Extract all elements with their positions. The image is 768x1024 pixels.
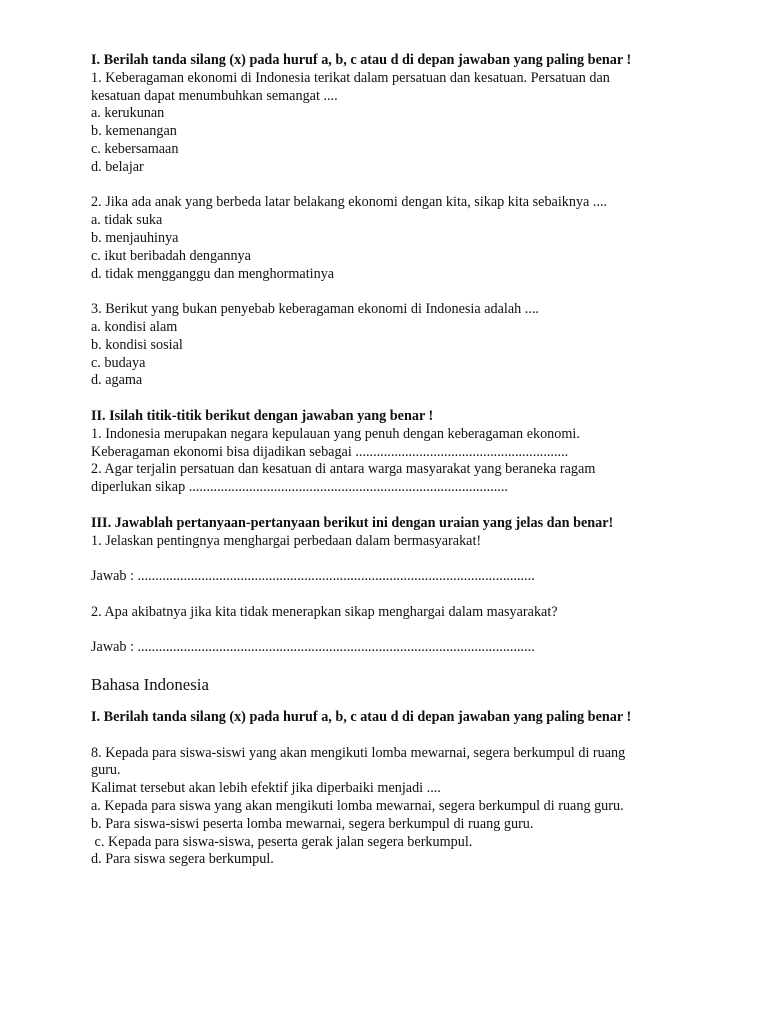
answer-line: Jawab : ................................................................................................................: [91, 568, 535, 585]
answer-option: a. Kepada para siswa yang akan mengikuti lomba mewarnai, segera berkumpul di ruang guru.: [91, 798, 624, 815]
answer-option: b. kondisi sosial: [91, 336, 183, 353]
question-text: guru.: [91, 762, 121, 779]
answer-option: b. Para siswa-siswi peserta lomba mewarnai, segera berkumpul di ruang guru.: [91, 815, 534, 832]
fill-in-text: 2. Agar terjalin persatuan dan kesatuan di antara warga masyarakat yang beraneka ragam: [91, 461, 596, 478]
essay-question: 1. Jelaskan pentingnya menghargai perbedaan dalam bermasyarakat!: [91, 532, 482, 549]
answer-option: a. tidak suka: [91, 212, 163, 229]
answer-option: d. tidak mengganggu dan menghormatinya: [91, 265, 335, 282]
question-2: [91, 194, 708, 283]
question-1: [91, 70, 708, 177]
answer-option: c. budaya: [91, 354, 146, 371]
fill-in-text: diperlukan sikap ..........................................................................................: [91, 479, 508, 496]
section-heading-part3: III. Jawablah pertanyaan-pertanyaan berikut ini dengan uraian yang jelas dan benar!: [91, 514, 614, 531]
question-8: [91, 745, 708, 870]
answer-option: b. kemenangan: [91, 123, 177, 140]
subject-title: Bahasa Indonesia: [91, 675, 209, 695]
question-text: 1. Keberagaman ekonomi di Indonesia terikat dalam persatuan dan kesatuan. Persatuan dan: [91, 69, 610, 86]
answer-option: c. Kepada para siswa-siswa, peserta gerak jalan segera berkumpul.: [91, 833, 473, 850]
spacer: [91, 177, 708, 195]
answer-option: b. menjauhinya: [91, 229, 179, 246]
section-heading-bahasa: I. Berilah tanda silang (x) pada huruf a, b, c atau d di depan jawaban yang paling benar !: [91, 709, 632, 726]
answer-option: a. kondisi alam: [91, 318, 178, 335]
question-text: kesatuan dapat menumbuhkan semangat ....: [91, 87, 338, 104]
fill-in-text: Keberagaman ekonomi bisa dijadikan sebagai ............................................................: [91, 443, 569, 460]
answer-option: d. agama: [91, 372, 143, 389]
spacer: [91, 622, 708, 640]
answer-option: c. kebersamaan: [91, 140, 179, 157]
answer-option: c. ikut beribadah dengannya: [91, 247, 251, 264]
essay-question: 2. Apa akibatnya jika kita tidak menerapkan sikap menghargai dalam masyarakat?: [91, 603, 558, 620]
question-text: Kalimat tersebut akan lebih efektif jika diperbaiki menjadi ....: [91, 780, 441, 797]
answer-option: d. belajar: [91, 158, 144, 175]
spacer: [91, 727, 708, 745]
answer-option: d. Para siswa segera berkumpul.: [91, 851, 274, 868]
answer-line: Jawab : ................................................................................................................: [91, 639, 535, 656]
question-text: 3. Berikut yang bukan penyebab keberagaman ekonomi di Indonesia adalah ....: [91, 301, 539, 318]
section-heading-part1: I. Berilah tanda silang (x) pada huruf a, b, c atau d di depan jawaban yang paling benar !: [91, 52, 632, 68]
spacer: [91, 390, 708, 408]
question-text: 2. Jika ada anak yang berbeda latar belakang ekonomi dengan kita, sikap kita sebaiknya ....: [91, 194, 608, 211]
spacer: [91, 550, 708, 568]
question-3: [91, 301, 708, 390]
section-heading-part2: II. Isilah titik-titik berikut dengan jawaban yang benar !: [91, 407, 434, 424]
fill-in-text: 1. Indonesia merupakan negara kepulauan yang penuh dengan keberagaman ekonomi.: [91, 425, 580, 442]
spacer: [91, 283, 708, 301]
spacer: [91, 586, 708, 604]
question-text: 8. Kepada para siswa-siswi yang akan mengikuti lomba mewarnai, segera berkumpul di ruang: [91, 744, 626, 761]
spacer: [91, 497, 708, 515]
answer-option: a. kerukunan: [91, 105, 165, 122]
